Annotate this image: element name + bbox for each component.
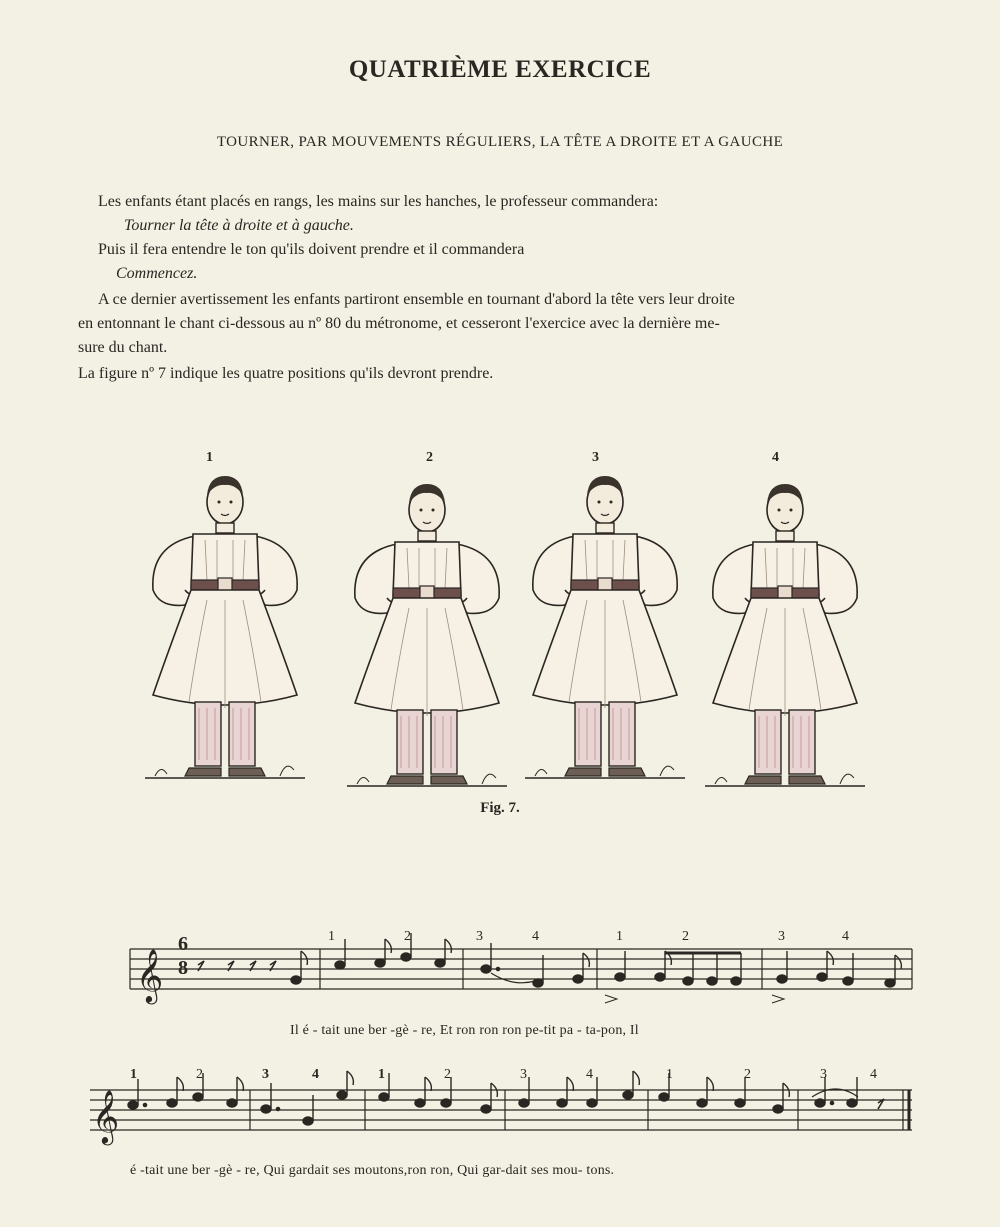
time-sig-bottom: 8 bbox=[178, 957, 188, 979]
figure-number: 3 bbox=[592, 450, 599, 465]
beat-number: 1 bbox=[666, 1067, 673, 1082]
figure-drawing bbox=[130, 440, 880, 800]
child-figure bbox=[705, 484, 865, 786]
beat-number: 4 bbox=[586, 1067, 593, 1082]
page-title: QUATRIÈME EXERCICE bbox=[348, 56, 652, 83]
lyrics-line: Il é - tait une ber -gè - re, Et ron ron ron pe-tit pa - ta-pon, Il bbox=[290, 1023, 639, 1038]
paragraph-line: en entonnant le chant ci-dessous au nº 80 du métronome, et cesseront l'exercice avec la dernière me- bbox=[78, 315, 720, 332]
beat-number: 1 bbox=[378, 1067, 385, 1082]
page-subtitle: TOURNER, PAR MOUVEMENTS RÉGULIERS, LA TÊTE A DROITE ET A GAUCHE bbox=[216, 134, 784, 150]
beat-number: 3 bbox=[520, 1067, 527, 1082]
paragraph-line: La figure nº 7 indique les quatre positions qu'ils devront prendre. bbox=[78, 365, 494, 382]
beat-number: 4 bbox=[870, 1067, 877, 1082]
beat-number: 3 bbox=[262, 1067, 269, 1082]
paragraph-line: sure du chant. bbox=[78, 339, 168, 356]
figure-illustration bbox=[130, 440, 880, 800]
figure-number: 2 bbox=[426, 450, 433, 465]
beat-number: 1 bbox=[616, 929, 623, 944]
beat-number: 2 bbox=[196, 1067, 203, 1082]
beat-number: 3 bbox=[820, 1067, 827, 1082]
beat-number: 2 bbox=[404, 929, 411, 944]
svg-text:𝄞: 𝄞 bbox=[92, 1089, 120, 1143]
music-score bbox=[0, 925, 1000, 1205]
paragraph-line: Puis il fera entendre le ton qu'ils doivent prendre et il commandera bbox=[98, 241, 525, 258]
beat-number: 2 bbox=[744, 1067, 751, 1082]
beat-number: 1 bbox=[328, 929, 335, 944]
beat-number: 3 bbox=[476, 929, 483, 944]
child-figure bbox=[145, 476, 305, 778]
child-figure bbox=[347, 484, 507, 786]
svg-text:𝄞: 𝄞 bbox=[136, 948, 164, 1002]
beat-number: 4 bbox=[842, 929, 849, 944]
figure-number: 4 bbox=[772, 450, 779, 465]
time-sig-top: 6 bbox=[178, 933, 188, 955]
paragraph-line: A ce dernier avertissement les enfants partiront ensemble en tournant d'abord la tête vers leur droite bbox=[98, 291, 735, 308]
beat-number: 4 bbox=[532, 929, 539, 944]
beat-number: 3 bbox=[778, 929, 785, 944]
paragraph-line: Les enfants étant placés en rangs, les mains sur les hanches, le professeur commandera: bbox=[98, 193, 659, 210]
figure-caption: Fig. 7. bbox=[480, 800, 520, 816]
beat-number: 2 bbox=[682, 929, 689, 944]
beat-number: 1 bbox=[130, 1067, 137, 1082]
beat-number: 2 bbox=[444, 1067, 451, 1082]
lyrics-line: é -tait une ber -gè - re, Qui gardait ses moutons,ron ron, Qui gar-dait ses mou- tons. bbox=[130, 1163, 615, 1178]
command-text: Tourner la tête à droite et à gauche. bbox=[124, 217, 354, 234]
command-text: Commencez. bbox=[116, 265, 198, 282]
child-figure bbox=[525, 476, 685, 778]
beat-number: 4 bbox=[312, 1067, 319, 1082]
figure-number: 1 bbox=[206, 450, 213, 465]
